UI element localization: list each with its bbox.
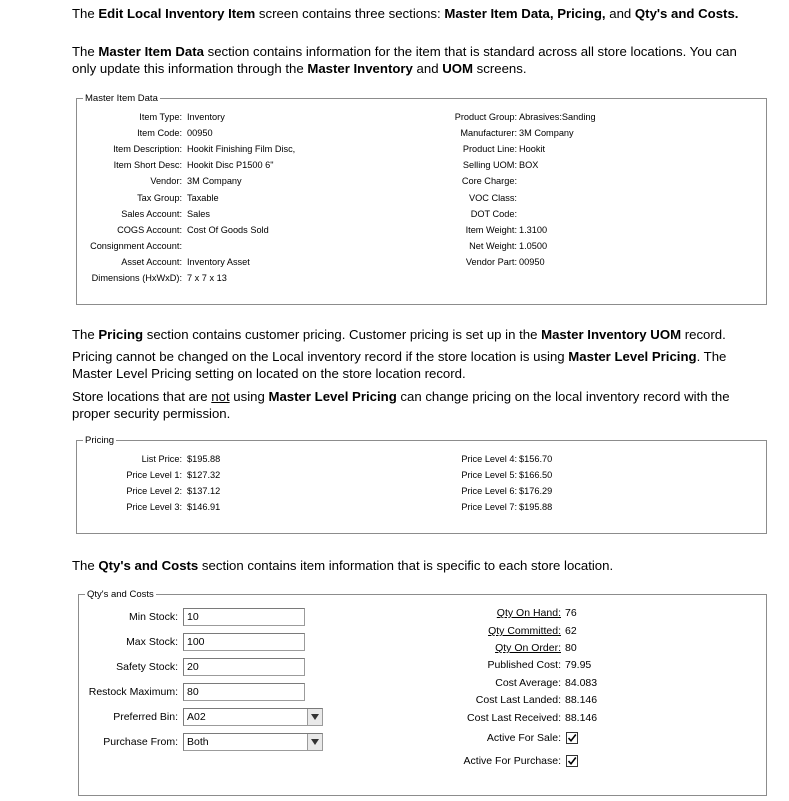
qty-committed-row (79, 624, 768, 638)
field-row (77, 174, 768, 188)
min-stock-input[interactable]: 10 (183, 608, 305, 626)
field-row (77, 207, 768, 221)
cost-last-landed-row (79, 693, 768, 707)
safety-stock-input[interactable]: 20 (183, 658, 305, 676)
cost-last-landed-label: Cost Last Landed: (475, 694, 561, 706)
checkmark-icon (567, 733, 577, 743)
field-value: $137.12 (187, 486, 221, 497)
field-row (77, 110, 768, 124)
field-value: BOX (519, 160, 539, 171)
cost-average-row (79, 676, 768, 690)
field-value: 1.3100 (519, 224, 548, 235)
qtys-and-costs-group (78, 589, 767, 796)
published-cost-row (79, 658, 768, 672)
field-row (77, 484, 768, 498)
max-stock-label: Max Stock: (126, 636, 178, 648)
field-label: Item Weight: (465, 224, 517, 235)
pricing-legend: Pricing (85, 435, 115, 446)
field-value: 00950 (187, 128, 213, 139)
field-label: Price Level 3: (126, 502, 182, 513)
qty-on-hand-row (79, 606, 768, 620)
field-value: $166.50 (519, 470, 553, 481)
cost-last-received-label: Cost Last Received: (467, 712, 561, 724)
field-label: Manufacturer: (460, 128, 517, 139)
cost-average-label: Cost Average: (495, 677, 561, 689)
field-label: Vendor: (150, 176, 182, 187)
cost-last-received-row (79, 711, 768, 725)
cost-last-landed-value: 88.146 (565, 694, 598, 706)
field-value: $146.91 (187, 502, 221, 513)
field-row (77, 239, 768, 253)
pricing-intro-1: The Pricing section contains customer pricing. Customer pricing is set up in the Master Inventory UOM record. (72, 327, 726, 342)
field-label: Price Level 1: (126, 470, 182, 481)
field-label: Vendor Part: (465, 256, 517, 267)
qtys-and-costs-legend: Qty's and Costs (87, 589, 154, 600)
field-label: Net Weight: (469, 240, 517, 251)
pricing-intro-3: Store locations that are not using Master Level Pricing can change pricing on the local inventory record with the proper security permission. (72, 389, 730, 421)
master-item-data-legend: Master Item Data (85, 93, 158, 104)
field-value: $195.88 (519, 502, 553, 513)
field-label: Tax Group: (137, 192, 182, 203)
field-row (77, 500, 768, 514)
field-value: Abrasives:Sanding (519, 112, 596, 122)
field-label: Asset Account: (121, 256, 182, 267)
field-row (77, 191, 768, 205)
field-label: Selling UOM: (462, 160, 517, 171)
field-label: Price Level 5: (461, 470, 517, 481)
active-for-purchase-checkbox[interactable] (566, 755, 578, 767)
active-for-purchase-label: Active For Purchase: (463, 755, 561, 767)
field-label: Product Line: (462, 144, 517, 155)
field-value: Inventory (187, 112, 225, 122)
field-label: COGS Account: (117, 224, 182, 235)
qty-on-order-link[interactable]: Qty On Order: (495, 642, 561, 654)
field-value: 3M Company (519, 128, 574, 139)
min-stock-label: Min Stock: (128, 611, 178, 623)
field-value: Sales (187, 208, 210, 219)
field-label: Item Code: (137, 128, 182, 139)
intro-text: The Edit Local Inventory Item screen contains three sections: Master Item Data, Pricing, and Qty's and Costs. (72, 6, 739, 21)
qty-on-hand-value: 76 (565, 607, 577, 619)
max-stock-input[interactable]: 100 (183, 633, 305, 651)
active-for-sale-label: Active For Sale: (486, 732, 561, 744)
field-label: Product Group: (454, 112, 517, 122)
restock-maximum-label: Restock Maximum: (88, 686, 178, 698)
field-value: $176.29 (519, 486, 553, 497)
field-value: Hookit Disc P1500 6" (187, 160, 274, 171)
field-label: VOC Class: (469, 192, 517, 203)
cost-last-received-value: 88.146 (565, 712, 598, 724)
field-label: Consignment Account: (90, 240, 182, 251)
field-row (77, 452, 768, 466)
field-value: 00950 (519, 256, 545, 267)
field-value: Hookit Finishing Film Disc, (187, 144, 296, 155)
qty-intro-text: The Qty's and Costs section contains item information that is specific to each store location. (72, 558, 614, 573)
field-label: Price Level 4: (461, 454, 517, 464)
field-row (77, 126, 768, 140)
safety-stock-label: Safety Stock: (116, 661, 178, 673)
field-label: Item Description: (113, 144, 182, 155)
field-row (77, 255, 768, 269)
field-label: Item Short Desc: (113, 160, 182, 171)
field-value: $195.88 (187, 454, 221, 464)
qty-committed-link[interactable]: Qty Committed: (488, 625, 561, 637)
pricing-intro-2: Pricing cannot be changed on the Local inventory record if the store location is using Master Level Pricing. The Master Level Pricing setting on located on the store location record. (72, 349, 727, 381)
field-label: Core Charge: (461, 176, 517, 187)
field-row (77, 271, 768, 285)
purchase-from-label: Purchase From: (103, 736, 178, 748)
field-label: Price Level 2: (126, 486, 182, 497)
active-for-sale-checkbox[interactable] (566, 732, 578, 744)
qty-on-order-row (79, 641, 768, 655)
cost-average-value: 84.083 (565, 677, 598, 689)
preferred-bin-select[interactable]: A02 (183, 708, 323, 726)
field-row (77, 223, 768, 237)
field-label: DOT Code: (470, 208, 517, 219)
field-value: Inventory Asset (187, 256, 250, 267)
purchase-from-select[interactable]: Both (183, 733, 323, 751)
field-label: Sales Account: (121, 208, 182, 219)
published-cost-label: Published Cost: (487, 659, 561, 671)
preferred-bin-label: Preferred Bin: (113, 711, 178, 723)
qty-committed-value: 62 (565, 625, 577, 637)
field-label: Item Type: (139, 112, 182, 122)
field-row (77, 468, 768, 482)
checkmark-icon (567, 756, 577, 766)
active-for-purchase-row (79, 754, 768, 768)
qty-on-hand-link[interactable]: Qty On Hand: (496, 607, 561, 619)
published-cost-value: 79.95 (565, 659, 592, 671)
field-value: 7 x 7 x 13 (187, 273, 227, 283)
field-value: $127.32 (187, 470, 221, 481)
field-value: $156.70 (519, 454, 553, 464)
field-row (77, 158, 768, 172)
field-value: 1.0500 (519, 240, 548, 251)
field-label: Price Level 6: (461, 486, 517, 497)
master-item-data-group (76, 93, 767, 305)
field-label: Price Level 7: (461, 502, 517, 513)
field-value: Cost Of Goods Sold (187, 224, 269, 235)
master-intro-text: The Master Item Data section contains information for the item that is standard across all store locations. You can only update this information through the Master Inventory and UOM screens. (72, 44, 737, 76)
field-value: 3M Company (187, 176, 242, 187)
field-row (77, 142, 768, 156)
field-label: Dimensions (HxWxD): (91, 273, 182, 283)
field-value: Hookit (519, 144, 546, 155)
field-label: List Price: (141, 454, 182, 464)
active-for-sale-row (79, 731, 768, 745)
restock-maximum-input[interactable]: 80 (183, 683, 305, 701)
field-value: Taxable (187, 192, 219, 203)
qty-on-order-value: 80 (565, 642, 577, 654)
pricing-group (76, 435, 767, 534)
